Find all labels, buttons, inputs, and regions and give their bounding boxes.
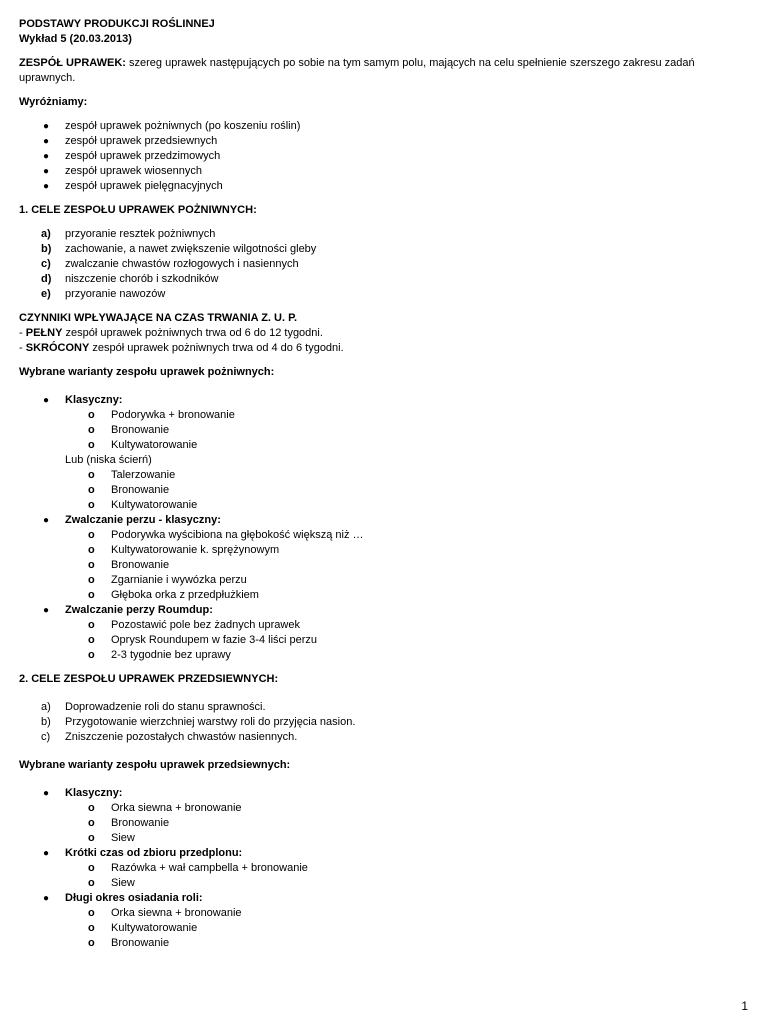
list-item: o Oprysk Roundupem w fazie 3-4 liści perzu: [88, 634, 318, 646]
list-item: o Siew: [88, 832, 135, 844]
list-item: e) przyoranie nawozów: [41, 288, 166, 300]
variants2-heading: Wybrane warianty zespołu uprawek przedsiewnych:: [19, 759, 291, 771]
bullet-icon: ●: [42, 848, 50, 859]
definition-text: szereg uprawek następujących po sobie na tym samym polu, mających na celu spełnienie szerszego zakresu zadań uprawnych.: [19, 57, 695, 84]
circle-bullet-icon: o: [88, 862, 95, 874]
bullet-icon: ●: [42, 136, 50, 147]
circle-bullet-icon: o: [88, 484, 95, 496]
variant2-classic: ● Klasyczny:: [42, 787, 123, 799]
list-item: o Orka siewna + bronowanie: [88, 907, 242, 919]
circle-bullet-icon: o: [88, 649, 95, 661]
list-item: o 2-3 tygodnie bez uprawy: [88, 649, 231, 661]
bullet-icon: ●: [42, 605, 50, 616]
list-item: ● zespół uprawek przedsiewnych: [42, 135, 218, 147]
circle-bullet-icon: o: [88, 439, 95, 451]
list-item: o Zgarnianie i wywózka perzu: [88, 574, 247, 586]
list-item: o Siew: [88, 877, 135, 889]
variants1-heading: Wybrane warianty zespołu uprawek pożniwnych:: [19, 366, 275, 378]
distinguish-heading: Wyróżniamy:: [19, 96, 88, 108]
list-item: o Podorywka + bronowanie: [88, 409, 235, 421]
factors-full: - PEŁNY zespół uprawek pożniwnych trwa od 6 do 12 tygodni.: [19, 327, 323, 339]
list-item: o Pozostawić pole bez żadnych uprawek: [88, 619, 300, 631]
circle-bullet-icon: o: [88, 409, 95, 421]
circle-bullet-icon: o: [88, 529, 95, 541]
list-item: ● zespół uprawek przedzimowych: [42, 150, 221, 162]
list-item: a) Doprowadzenie roli do stanu sprawności.: [41, 701, 266, 713]
distinguish-list: [19, 119, 749, 194]
circle-bullet-icon: o: [88, 499, 95, 511]
section1-heading: 1. CELE ZESPOŁU UPRAWEK POŻNIWNYCH:: [19, 204, 257, 216]
bullet-icon: ●: [42, 893, 50, 904]
list-item: o Kultywatorowanie: [88, 499, 198, 511]
variant-classic: ● Klasyczny:: [42, 394, 123, 406]
circle-bullet-icon: o: [88, 424, 95, 436]
circle-bullet-icon: o: [88, 619, 95, 631]
circle-bullet-icon: o: [88, 832, 95, 844]
variant2-long-settling: ● Długi okres osiadania roli:: [42, 892, 203, 904]
bullet-icon: ●: [42, 151, 50, 162]
list-item: o Bronowanie: [88, 937, 170, 949]
bullet-icon: ●: [42, 515, 50, 526]
list-item: d) niszczenie chorób i szkodników: [41, 273, 219, 285]
list-item: c) Zniszczenie pozostałych chwastów nasiennych.: [41, 731, 298, 743]
circle-bullet-icon: o: [88, 817, 95, 829]
circle-bullet-icon: o: [88, 802, 95, 814]
variant2-short-time: ● Krótki czas od zbioru przedplonu:: [42, 847, 243, 859]
list-item: o Podorywka wyścibiona na głębokość większą niż …: [88, 529, 364, 541]
list-item: o Razówka + wał campbella + bronowanie: [88, 862, 308, 874]
bullet-icon: ●: [42, 121, 50, 132]
bullet-icon: ●: [42, 181, 50, 192]
document-title: PODSTAWY PRODUKCJI ROŚLINNEJ: [19, 18, 215, 30]
circle-bullet-icon: o: [88, 634, 95, 646]
factors-heading: CZYNNIKI WPŁYWAJĄCE NA CZAS TRWANIA Z. U. P.: [19, 312, 298, 324]
circle-bullet-icon: o: [88, 469, 95, 481]
list-item: ● zespół uprawek pielęgnacyjnych: [42, 180, 223, 192]
list-item: o Orka siewna + bronowanie: [88, 802, 242, 814]
list-item: c) zwalczanie chwastów rozłogowych i nasiennych: [41, 258, 299, 270]
list-item: o Głęboka orka z przedpłużkiem: [88, 589, 259, 601]
classic-alt-label: Lub (niska ścierń): [65, 454, 152, 466]
variant-couch-roundup: ● Zwalczanie perzy Roumdup:: [42, 604, 213, 616]
definition-term: ZESPÓŁ UPRAWEK:: [19, 57, 126, 69]
circle-bullet-icon: o: [88, 877, 95, 889]
section2-heading: 2. CELE ZESPOŁU UPRAWEK PRZEDSIEWNYCH:: [19, 673, 279, 685]
lecture-subtitle: Wykład 5 (20.03.2013): [19, 33, 132, 45]
circle-bullet-icon: o: [88, 559, 95, 571]
variant-couch-classic: ● Zwalczanie perzu - klasyczny:: [42, 514, 221, 526]
page-number: 1: [741, 999, 748, 1013]
list-item: o Bronowanie: [88, 559, 170, 571]
circle-bullet-icon: o: [88, 589, 95, 601]
section1-list: [19, 227, 749, 302]
section2-list: [19, 700, 749, 745]
list-item: o Talerzowanie: [88, 469, 176, 481]
circle-bullet-icon: o: [88, 574, 95, 586]
list-item: ● zespół uprawek wiosennych: [42, 165, 202, 177]
document-page: [19, 17, 749, 951]
list-item: b) Przygotowanie wierzchniej warstwy roli do przyjęcia nasion.: [41, 716, 356, 728]
list-item: o Kultywatorowanie: [88, 922, 198, 934]
circle-bullet-icon: o: [88, 907, 95, 919]
circle-bullet-icon: o: [88, 922, 95, 934]
list-item: o Kultywatorowanie: [88, 439, 198, 451]
list-item: o Bronowanie: [88, 484, 170, 496]
bullet-icon: ●: [42, 166, 50, 177]
bullet-icon: ●: [42, 788, 50, 799]
list-item: a) przyoranie resztek pożniwnych: [41, 228, 216, 240]
list-item: o Bronowanie: [88, 424, 170, 436]
bullet-icon: ●: [42, 395, 50, 406]
definition-paragraph: [19, 56, 749, 86]
circle-bullet-icon: o: [88, 937, 95, 949]
list-item: o Bronowanie: [88, 817, 170, 829]
list-item: b) zachowanie, a nawet zwiększenie wilgotności gleby: [41, 243, 317, 255]
factors-short: - SKRÓCONY zespół uprawek pożniwnych trwa od 4 do 6 tygodni.: [19, 342, 344, 354]
circle-bullet-icon: o: [88, 544, 95, 556]
list-item: o Kultywatorowanie k. sprężynowym: [88, 544, 280, 556]
list-item: ● zespół uprawek pożniwnych (po koszeniu roślin): [42, 120, 301, 132]
